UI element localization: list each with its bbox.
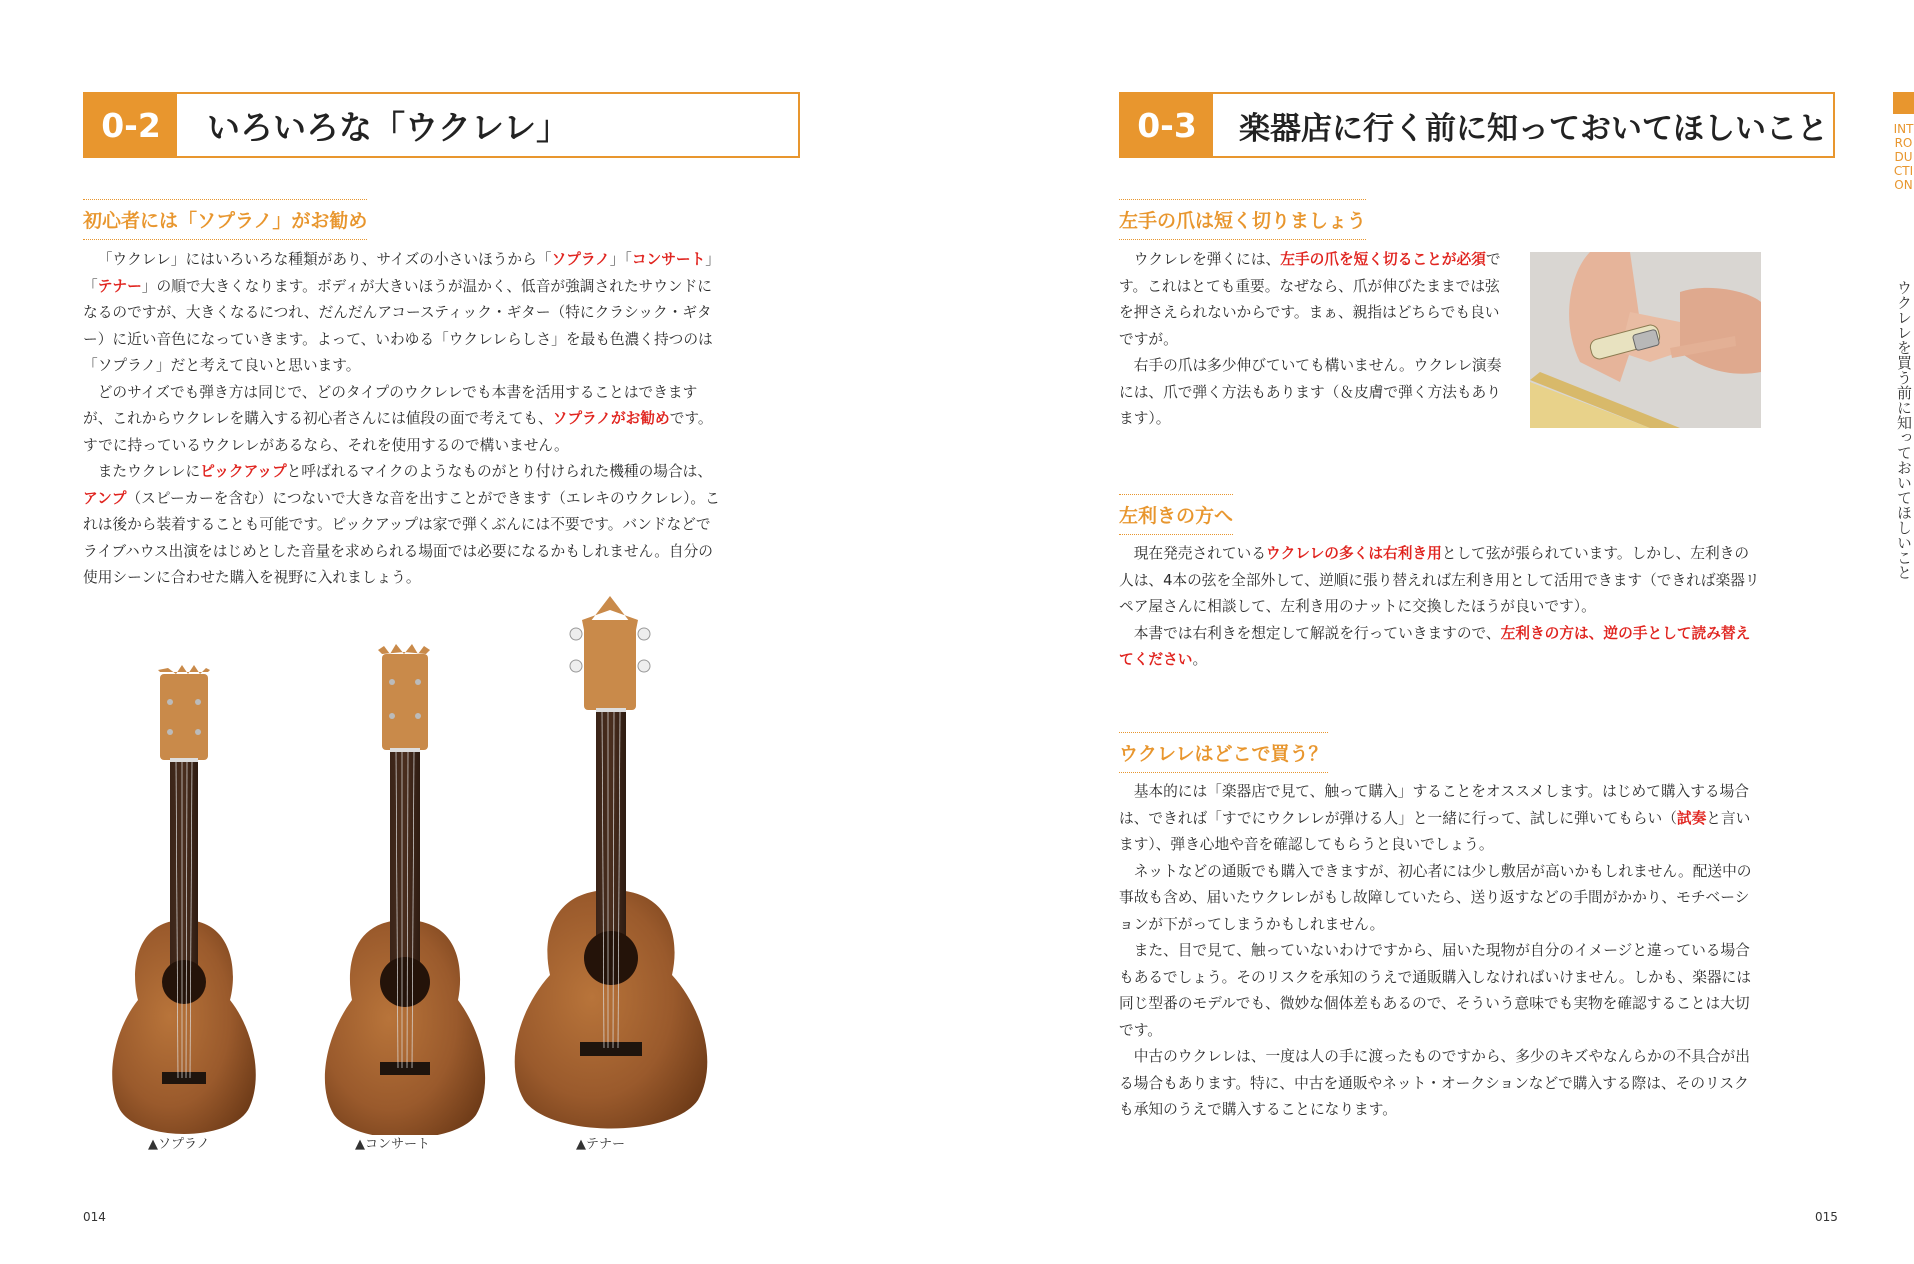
highlighted-text: ソプラノがお勧め xyxy=(552,410,670,427)
paragraph xyxy=(1119,779,1761,859)
chapter-tab-marker xyxy=(1893,92,1914,114)
paragraph xyxy=(1119,353,1503,433)
subsection-title-soprano: 初心者には「ソプラノ」がお勧め xyxy=(83,199,367,240)
text-run: として弦が張られています。しかし、左利きの人は、4本の弦を全部外して、逆順に張り替えれば左利き用として活用できます（できれば楽器リペア屋さんに相談して、左利き用のナットに交換したほうが良いです）。 xyxy=(1119,545,1760,615)
section-number: 0-3 xyxy=(1121,94,1213,156)
highlighted-text: ウクレレの多くは右利き用 xyxy=(1265,545,1442,562)
subsection-title-nails: 左手の爪は短く切りましょう xyxy=(1119,199,1366,240)
concert-ukulele xyxy=(325,644,485,1135)
text-run: 本書では右利きを想定して解説を行っていきますので、 xyxy=(1133,624,1501,642)
left-body-text xyxy=(83,247,725,592)
text-run: 」「 xyxy=(83,251,720,295)
highlighted-text: コンサート xyxy=(631,251,706,268)
text-run: 基本的には「楽器店で見て、触って購入」することをオススメします。はじめて購入する場合は、できれば「すでにウクレレが弾ける人」と一緒に行って、試しに弾いてもらい（ xyxy=(1119,783,1749,827)
text-run: と呼ばれるマイクのようなものがとり付けられた機種の場合は、 xyxy=(286,463,713,480)
paragraph xyxy=(1119,621,1761,674)
paragraph xyxy=(83,459,725,592)
nails-body-text xyxy=(1119,247,1503,433)
text-run: 。 xyxy=(1192,651,1208,668)
nail-clipping-photo xyxy=(1530,252,1761,428)
left-handed-body-text xyxy=(1119,541,1761,674)
paragraph xyxy=(1119,541,1761,621)
highlighted-text: 試奏 xyxy=(1676,809,1707,827)
chapter-tab-label: INTRODUCTION xyxy=(1893,122,1914,192)
highlighted-text: 左手の爪を短く切ることが必須 xyxy=(1280,251,1486,268)
tenor-ukulele xyxy=(515,596,708,1129)
ukulele-photos xyxy=(100,590,720,1135)
chapter-tab-title: ウクレレを買う前に知っておいてほしいこと xyxy=(1895,280,1913,580)
caption-soprano: ▲ソプラノ xyxy=(148,1137,210,1152)
text-run: 」の順で大きくなります。ボディが大きいほうが温かく、低音が強調されたサウンドになるのですが、大きくなるにつれ、だんだんアコースティック・ギター（特にクラシック・ギター）に近い音色になっていきます。よって、いわゆる「ウクレレらしさ」を最も色濃く持つのは「ソプラノ」だと考えて良いと思います。 xyxy=(83,277,713,374)
text-run: と言います）、弾き心地や音を確認してもらうと良いでしょう。 xyxy=(1119,809,1751,853)
paragraph xyxy=(83,380,725,460)
section-title: 楽器店に行く前に知っておいてほしいこと xyxy=(1239,110,1828,147)
page-number-left: 014 xyxy=(83,1210,106,1224)
soprano-ukulele xyxy=(112,665,256,1134)
text-run: ウクレレを弾くには、 xyxy=(1133,251,1281,268)
text-run: （スピーカーを含む）につないで大きな音を出すことができます（エレキのウクレレ）。これは後から装着することも可能です。ピックアップは家で弾くぶんには不要です。バンドなどでライブハウス出演をはじめとした音量を求められる場面では必要になるかもしれません。自分の使用シーンに合わせた購入を視野に入れましょう。 xyxy=(83,489,720,586)
text-run: 中古のウクレレは、一度は人の手に渡ったものですから、多少のキズやなんらかの不具合が出る場合もあります。特に、中古を通販やネット・オークションなどで購入する際は、そのリスクも承知のうえで購入することになります。 xyxy=(1119,1048,1750,1118)
paragraph xyxy=(83,247,725,380)
caption-concert: ▲コンサート xyxy=(355,1137,430,1152)
caption-tenor: ▲テナー xyxy=(576,1137,625,1152)
text-run: です。すでに持っているウクレレがあるなら、それを使用するので構いません。 xyxy=(83,410,713,454)
text-run: また、目で見て、触っていないわけですから、届いた現物が自分のイメージと違っている場合もあるでしょう。そのリスクを承知のうえで通販購入しなければいけません。しかも、楽器には同じ型番のモデルでも、微妙な個体差もあるので、そういう意味でも実物を確認することは大切です。 xyxy=(1119,942,1752,1039)
text-run: 「ウクレレ」にはいろいろな種類があり、サイズの小さいほうから「 xyxy=(97,251,552,268)
text-run: またウクレレに xyxy=(97,463,201,480)
highlighted-text: アンプ xyxy=(83,489,127,507)
paragraph xyxy=(1119,247,1503,353)
highlighted-text: ソプラノ xyxy=(551,251,610,268)
text-run: 右手の爪は多少伸びていても構いません。ウクレレ演奏には、爪で弾く方法もあります（＆皮膚で弾く方法もあります）。 xyxy=(1119,357,1502,427)
paragraph xyxy=(1119,859,1761,939)
section-title: いろいろな「ウクレレ」 xyxy=(207,107,570,147)
subsection-title-left-handed: 左利きの方へ xyxy=(1119,494,1233,535)
section-header-0-3 xyxy=(1119,92,1835,158)
highlighted-text: テナー xyxy=(97,277,142,295)
text-run: 現在発売されている xyxy=(1133,545,1266,562)
paragraph xyxy=(1119,1044,1761,1124)
text-run: どのサイズでも弾き方は同じで、どのタイプのウクレレでも本書を活用することはできますが、これからウクレレを購入する初心者さんには値段の面で考えても、 xyxy=(83,383,698,427)
text-run: です。これはとても重要。なぜなら、爪が伸びたままでは弦を押さえられないからです。まぁ、親指はどちらでも良いですが。 xyxy=(1119,251,1501,348)
where-to-buy-body-text xyxy=(1119,779,1761,1124)
paragraph xyxy=(1119,938,1761,1044)
page-number-right: 015 xyxy=(1815,1210,1838,1224)
text-run: ネットなどの通販でも購入できますが、初心者には少し敷居が高いかもしれません。配送中の事故も含め、届いたウクレレがもし故障していたら、送り返すなどの手間がかかり、モチベーションが下がってしまうかもしれません。 xyxy=(1119,862,1752,933)
section-header-0-2 xyxy=(83,92,800,158)
highlighted-text: ピックアップ xyxy=(200,463,287,480)
subsection-title-where-to-buy: ウクレレはどこで買う？ xyxy=(1119,732,1328,773)
section-number: 0-2 xyxy=(85,94,177,156)
highlighted-text: 左利きの方は、逆の手として読み替えてください xyxy=(1119,624,1751,668)
text-run: 」「 xyxy=(609,251,632,268)
